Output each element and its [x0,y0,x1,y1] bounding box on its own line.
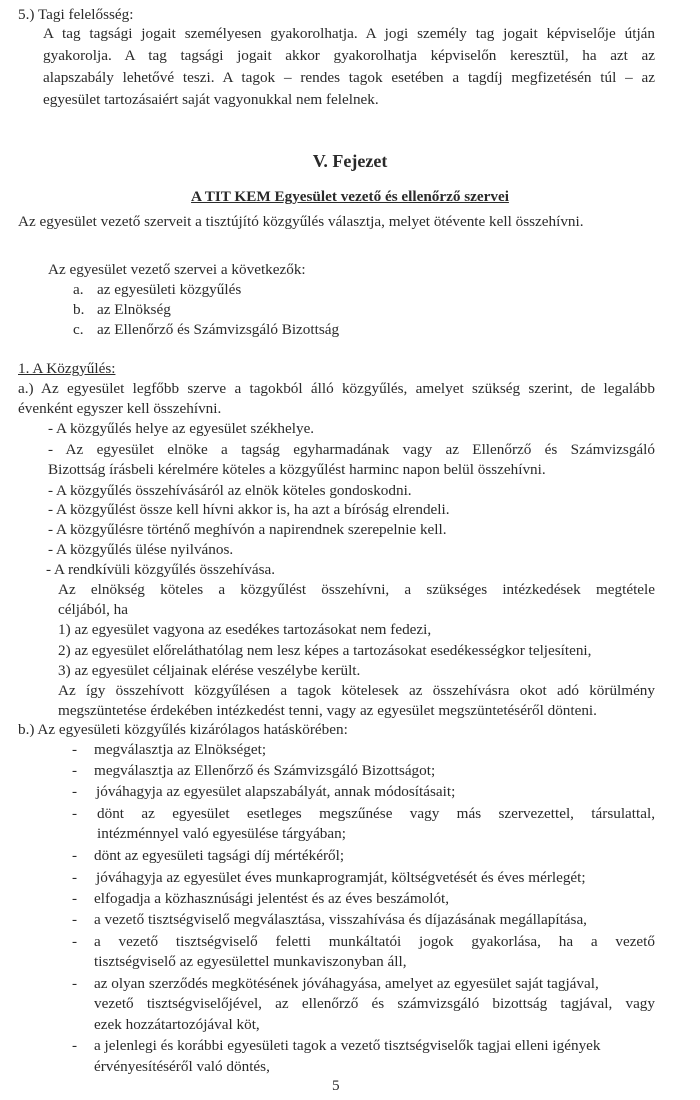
competence-item: érvényesítéséről való döntés, [94,1058,270,1075]
paragraph-line: Az így összehívott közgyűlésen a tagok kötelesek az összehívásra okot adó körülmény [58,682,655,699]
paragraph-line: céljából, ha [58,601,128,618]
competence-item: vezető tisztségviselőjével, az ellenőrző és számvizsgáló bizottság tagjával, vagy [94,995,655,1012]
page-number: 5 [332,1077,340,1094]
assembly-heading: 1. A Közgyűlés: [18,360,116,377]
condition-item: 3) az egyesület céljainak elérése veszélybe került. [58,662,361,679]
condition-item: 1) az egyesület vagyona az esedékes tartozásokat nem fedezi, [58,621,432,638]
section-heading: 5.) Tagi felelősség: [18,6,134,23]
dash: - [72,911,78,928]
list-marker: c. [73,321,84,338]
list-item: az egyesületi közgyűlés [97,281,242,298]
dash: - [72,890,78,907]
dash: - [72,783,78,800]
competence-item: a vezető tisztségviselő megválasztása, visszahívása és díjazásának megállapítása, [94,911,587,928]
competence-item: elfogadja a közhasznúsági jelentést és az éves beszámolót, [94,890,450,907]
paragraph-line: Az elnökség köteles a közgyűlést összehívni, a szükséges intézkedések megtétele [58,581,655,598]
bullet-line: - A rendkívüli közgyűlés összehívása. [46,561,276,578]
paragraph-line: évenként egyszer kell összehívni. [18,400,222,417]
condition-item: 2) az egyesület előreláthatólag nem lesz képes a tartozásokat esedékességkor teljesíteni, [58,642,592,659]
list-item: az Ellenőrző és Számvizsgáló Bizottság [97,321,340,338]
paragraph-line: megszüntetése érdekében intézkedést tenni, vagy az egyesület megszüntetéséről dönteni. [58,702,597,719]
competence-item: intézménnyel való egyesülése tárgyában; [97,825,346,842]
organs-lead: Az egyesület vezető szervei a következők: [48,261,306,278]
paragraph-line: a.) Az egyesület legfőbb szerve a tagokból álló közgyűlés, amelyet szükség szerint, de legalább [18,380,655,397]
competence-item: dönt az egyesület esetleges megszűnése vagy más szervezettel, társulattal, [97,805,655,822]
chapter-title: V. Fejezet [312,151,388,171]
competence-item: jóváhagyja az egyesület alapszabályát, annak módosításait; [96,783,456,800]
competence-item: tisztségviselő az egyesülettel munkaviszonyban áll, [94,953,407,970]
intro-paragraph: Az egyesület vezető szerveit a tisztújító közgyűlés választja, melyet ötévente kell összehívni. [18,213,584,230]
dash: - [72,762,78,779]
bullet-line: - A közgyűlésre történő meghívón a napirendnek szerepelnie kell. [48,521,447,538]
paragraph-line: egyesület tartozásaiért saját vagyonukkal nem felelnek. [43,91,379,108]
dash: - [72,869,78,886]
bullet-line: - A közgyűlés helye az egyesület székhelye. [48,420,315,437]
dash: - [72,975,78,992]
list-item: az Elnökség [97,301,171,318]
chapter-subtitle: A TIT KEM Egyesület vezető és ellenőrző szervei [191,188,509,205]
competence-item: a jelenlegi és korábbi egyesületi tagok a vezető tisztségviselők tagjai elleni igények [94,1037,601,1054]
paragraph-line: gyakorolja. A tag tagsági jogait akkor gyakorolhatja képviselőn keresztül, ha azt az [43,47,655,64]
dash: - [72,1037,78,1054]
bullet-line: - Az egyesület elnöke a tagság egyharmadának vagy az Ellenőrző és Számvizsgáló [48,441,655,458]
competence-item: megválasztja az Elnökséget; [94,741,267,758]
paragraph-line: alapszabály lehetővé teszi. A tagok – rendes tagok esetében a tagdíj megfizetésén túl – az [43,69,655,86]
dash: - [72,741,78,758]
bullet-line: Bizottság írásbeli kérelmére köteles a közgyűlést harminc napon belül összehívni. [48,461,546,478]
paragraph-line: A tag tagsági jogait személyesen gyakorolhatja. A jogi személy tag jogait képviselője útján [43,25,655,42]
competence-item: ezek hozzátartozójával köt, [94,1016,260,1033]
bullet-line: - A közgyűlés összehívásáról az elnök köteles gondoskodni. [48,482,412,499]
competence-item: dönt az egyesületi tagsági díj mértékéről; [94,847,345,864]
bullet-line: - A közgyűlés ülése nyilvános. [48,541,234,558]
competence-item: az olyan szerződés megkötésének jóváhagyása, amelyet az egyesület saját tagjával, [94,975,599,992]
bullet-line: - A közgyűlést össze kell hívni akkor is, ha azt a bíróság elrendeli. [48,501,450,518]
dash: - [72,847,78,864]
subsection-heading: b.) Az egyesületi közgyűlés kizárólagos hatáskörében: [18,721,348,738]
competence-item: megválasztja az Ellenőrző és Számvizsgáló Bizottságot; [94,762,436,779]
list-marker: b. [73,301,85,318]
dash: - [72,805,78,822]
competence-item: jóváhagyja az egyesület éves munkaprogramját, költségvetését és éves mérlegét; [96,869,586,886]
list-marker: a. [73,281,84,298]
dash: - [72,933,78,950]
competence-item: a vezető tisztségviselő feletti munkáltatói jogok gyakorlása, ha a vezető [94,933,655,950]
